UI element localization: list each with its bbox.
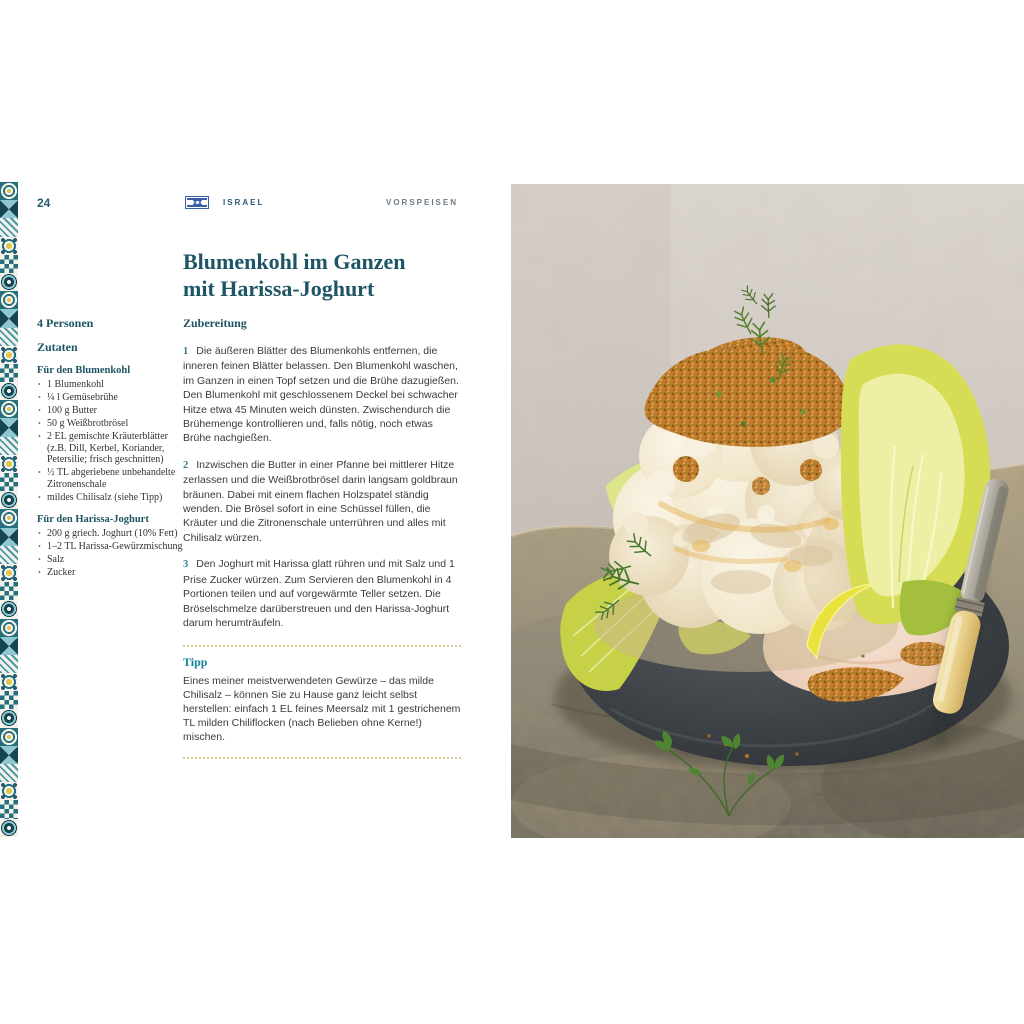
mosaic-tile <box>0 582 18 600</box>
recipe-title-line2: mit Harissa-Joghurt <box>183 275 375 301</box>
mosaic-tile <box>0 455 18 473</box>
country-group <box>185 196 264 209</box>
mosaic-tile <box>0 600 18 618</box>
ingredient-item: • 1–2 TL Harissa-Gewürzmischung <box>37 541 189 553</box>
mosaic-tile <box>0 400 18 418</box>
mosaic-tile <box>0 655 18 673</box>
mosaic-tile <box>0 328 18 346</box>
mosaic-tile <box>0 619 18 637</box>
ingredient-item: • 1 Blumenkohl <box>37 379 189 391</box>
mosaic-tile <box>0 691 18 709</box>
tip-heading: Tipp <box>183 655 208 670</box>
mosaic-tile <box>0 200 18 218</box>
ingredient-item: • 2 EL gemischte Kräuterblätter (z.B. Dill, Kerbel, Koriander, Petersilie; frisch geschnitten) <box>37 431 189 467</box>
tip-text: Eines meiner meistverwendeten Gewürze – das milde Chilisalz – können Sie zu Hause ganz leicht selbst herstellen: einfach 1 EL feines Meersalz mit 1 gestrichenem TL milden Chiliflocken (nach Belieben ohne Kerne!) mischen. <box>183 675 461 743</box>
step-text: Den Joghurt mit Harissa glatt rühren und mit Salz und 1 Prise Zucker würzen. Zum Servieren den Blumenkohl in 4 Portionen teilen und auf vorgewärmte Teller setzen. Die Bröselschmelze darüberstreuen und den Harissa-Joghurt darum herumträufeln. <box>183 558 455 629</box>
mosaic-tile <box>0 255 18 273</box>
mosaic-tile <box>0 346 18 364</box>
method-step <box>183 458 461 545</box>
recipe-photo <box>511 184 1024 838</box>
israel-flag-icon <box>185 196 209 209</box>
mosaic-tile <box>0 528 18 546</box>
mosaic-tile <box>0 728 18 746</box>
mosaic-tile <box>0 509 18 527</box>
method-column <box>183 316 461 759</box>
mosaic-tile <box>0 800 18 818</box>
mosaic-tile <box>0 564 18 582</box>
mosaic-tile <box>0 491 18 509</box>
mosaic-tile <box>0 709 18 727</box>
page-header <box>37 196 458 212</box>
ingredient-item: • Zucker <box>37 567 189 579</box>
mosaic-tile <box>0 218 18 236</box>
ingredient-list-harissa-joghurt <box>37 528 189 579</box>
tip-box <box>183 645 461 759</box>
mosaic-tile <box>0 637 18 655</box>
ingredient-group-heading: Für den Harissa-Joghurt <box>37 514 149 526</box>
mosaic-tile <box>0 309 18 327</box>
mosaic-tile <box>0 237 18 255</box>
ingredient-item: • 50 g Weißbrotbrösel <box>37 418 189 430</box>
method-step <box>183 344 461 446</box>
method-heading: Zubereitung <box>183 316 247 330</box>
mosaic-tile <box>0 673 18 691</box>
ingredient-group-heading: Für den Blumenkohl <box>37 365 131 376</box>
ingredients-column <box>37 316 189 589</box>
step-text: Die äußeren Blätter des Blumenkohls entfernen, die inneren feinen Blätter belassen. Den Blumenkohl waschen, im Ganzen in einen Topf setzen und die Brühe dazugießen. Den Blumenkohl mit geschlossenem Deckel bei schwacher Hitze etwa 45 Minuten weich dünsten. Zwischendurch die Brühemenge kontrollieren und, falls nötig, noch etwas Brühe nachgießen. <box>183 345 459 445</box>
mosaic-tile <box>0 273 18 291</box>
step-number: 1 <box>183 346 189 357</box>
country-label: ISRAEL <box>223 198 265 207</box>
tile-ornament <box>0 182 18 838</box>
ingredients-heading: Zutaten <box>37 340 78 354</box>
mosaic-tile <box>0 746 18 764</box>
page-number: 24 <box>37 196 51 210</box>
step-text: Inzwischen die Butter in einer Pfanne bei mittlerer Hitze zerlassen und die Weißbrotbrösel darin langsam goldbraun bräunen. Dabei mit einem flachen Holzspatel ständig wenden. Die Brösel sofort in eine Schüssel füllen, die Kräuter und die Zitronenschale unterrühren und alles mit Chilisalz würzen. <box>183 458 458 544</box>
recipe-title-line1: Blumenkohl im Ganzen <box>183 248 406 274</box>
mosaic-tile <box>0 182 18 200</box>
mosaic-tile <box>0 382 18 400</box>
mosaic-tile <box>0 764 18 782</box>
step-number: 2 <box>183 459 189 471</box>
mosaic-tile <box>0 782 18 800</box>
mosaic-tile <box>0 819 18 837</box>
mosaic-tile <box>0 473 18 491</box>
mosaic-tile <box>0 364 18 382</box>
ingredient-item: • 100 g Butter <box>37 405 189 417</box>
category-label: VORSPEISEN <box>385 198 458 207</box>
mosaic-tile <box>0 437 18 455</box>
servings-label: 4 Personen <box>37 316 94 330</box>
ingredient-item: • ½ TL abgeriebene unbehandelte Zitronenschale <box>37 467 189 491</box>
recipe-title <box>183 248 483 302</box>
method-step <box>183 557 461 630</box>
ingredient-item: • mildes Chilisalz (siehe Tipp) <box>37 492 189 504</box>
ingredient-item: • ¼ l Gemüsebrühe <box>37 392 189 404</box>
mosaic-tile <box>0 291 18 309</box>
ingredient-item: • Salz <box>37 554 189 566</box>
ingredient-item: • 200 g griech. Joghurt (10% Fett) <box>37 528 189 540</box>
star-of-david-icon <box>193 198 202 207</box>
step-number: 3 <box>183 559 189 571</box>
mosaic-tile <box>0 546 18 564</box>
mosaic-tile <box>0 418 18 436</box>
method-steps <box>183 344 461 630</box>
ingredient-list-blumenkohl <box>37 379 189 504</box>
